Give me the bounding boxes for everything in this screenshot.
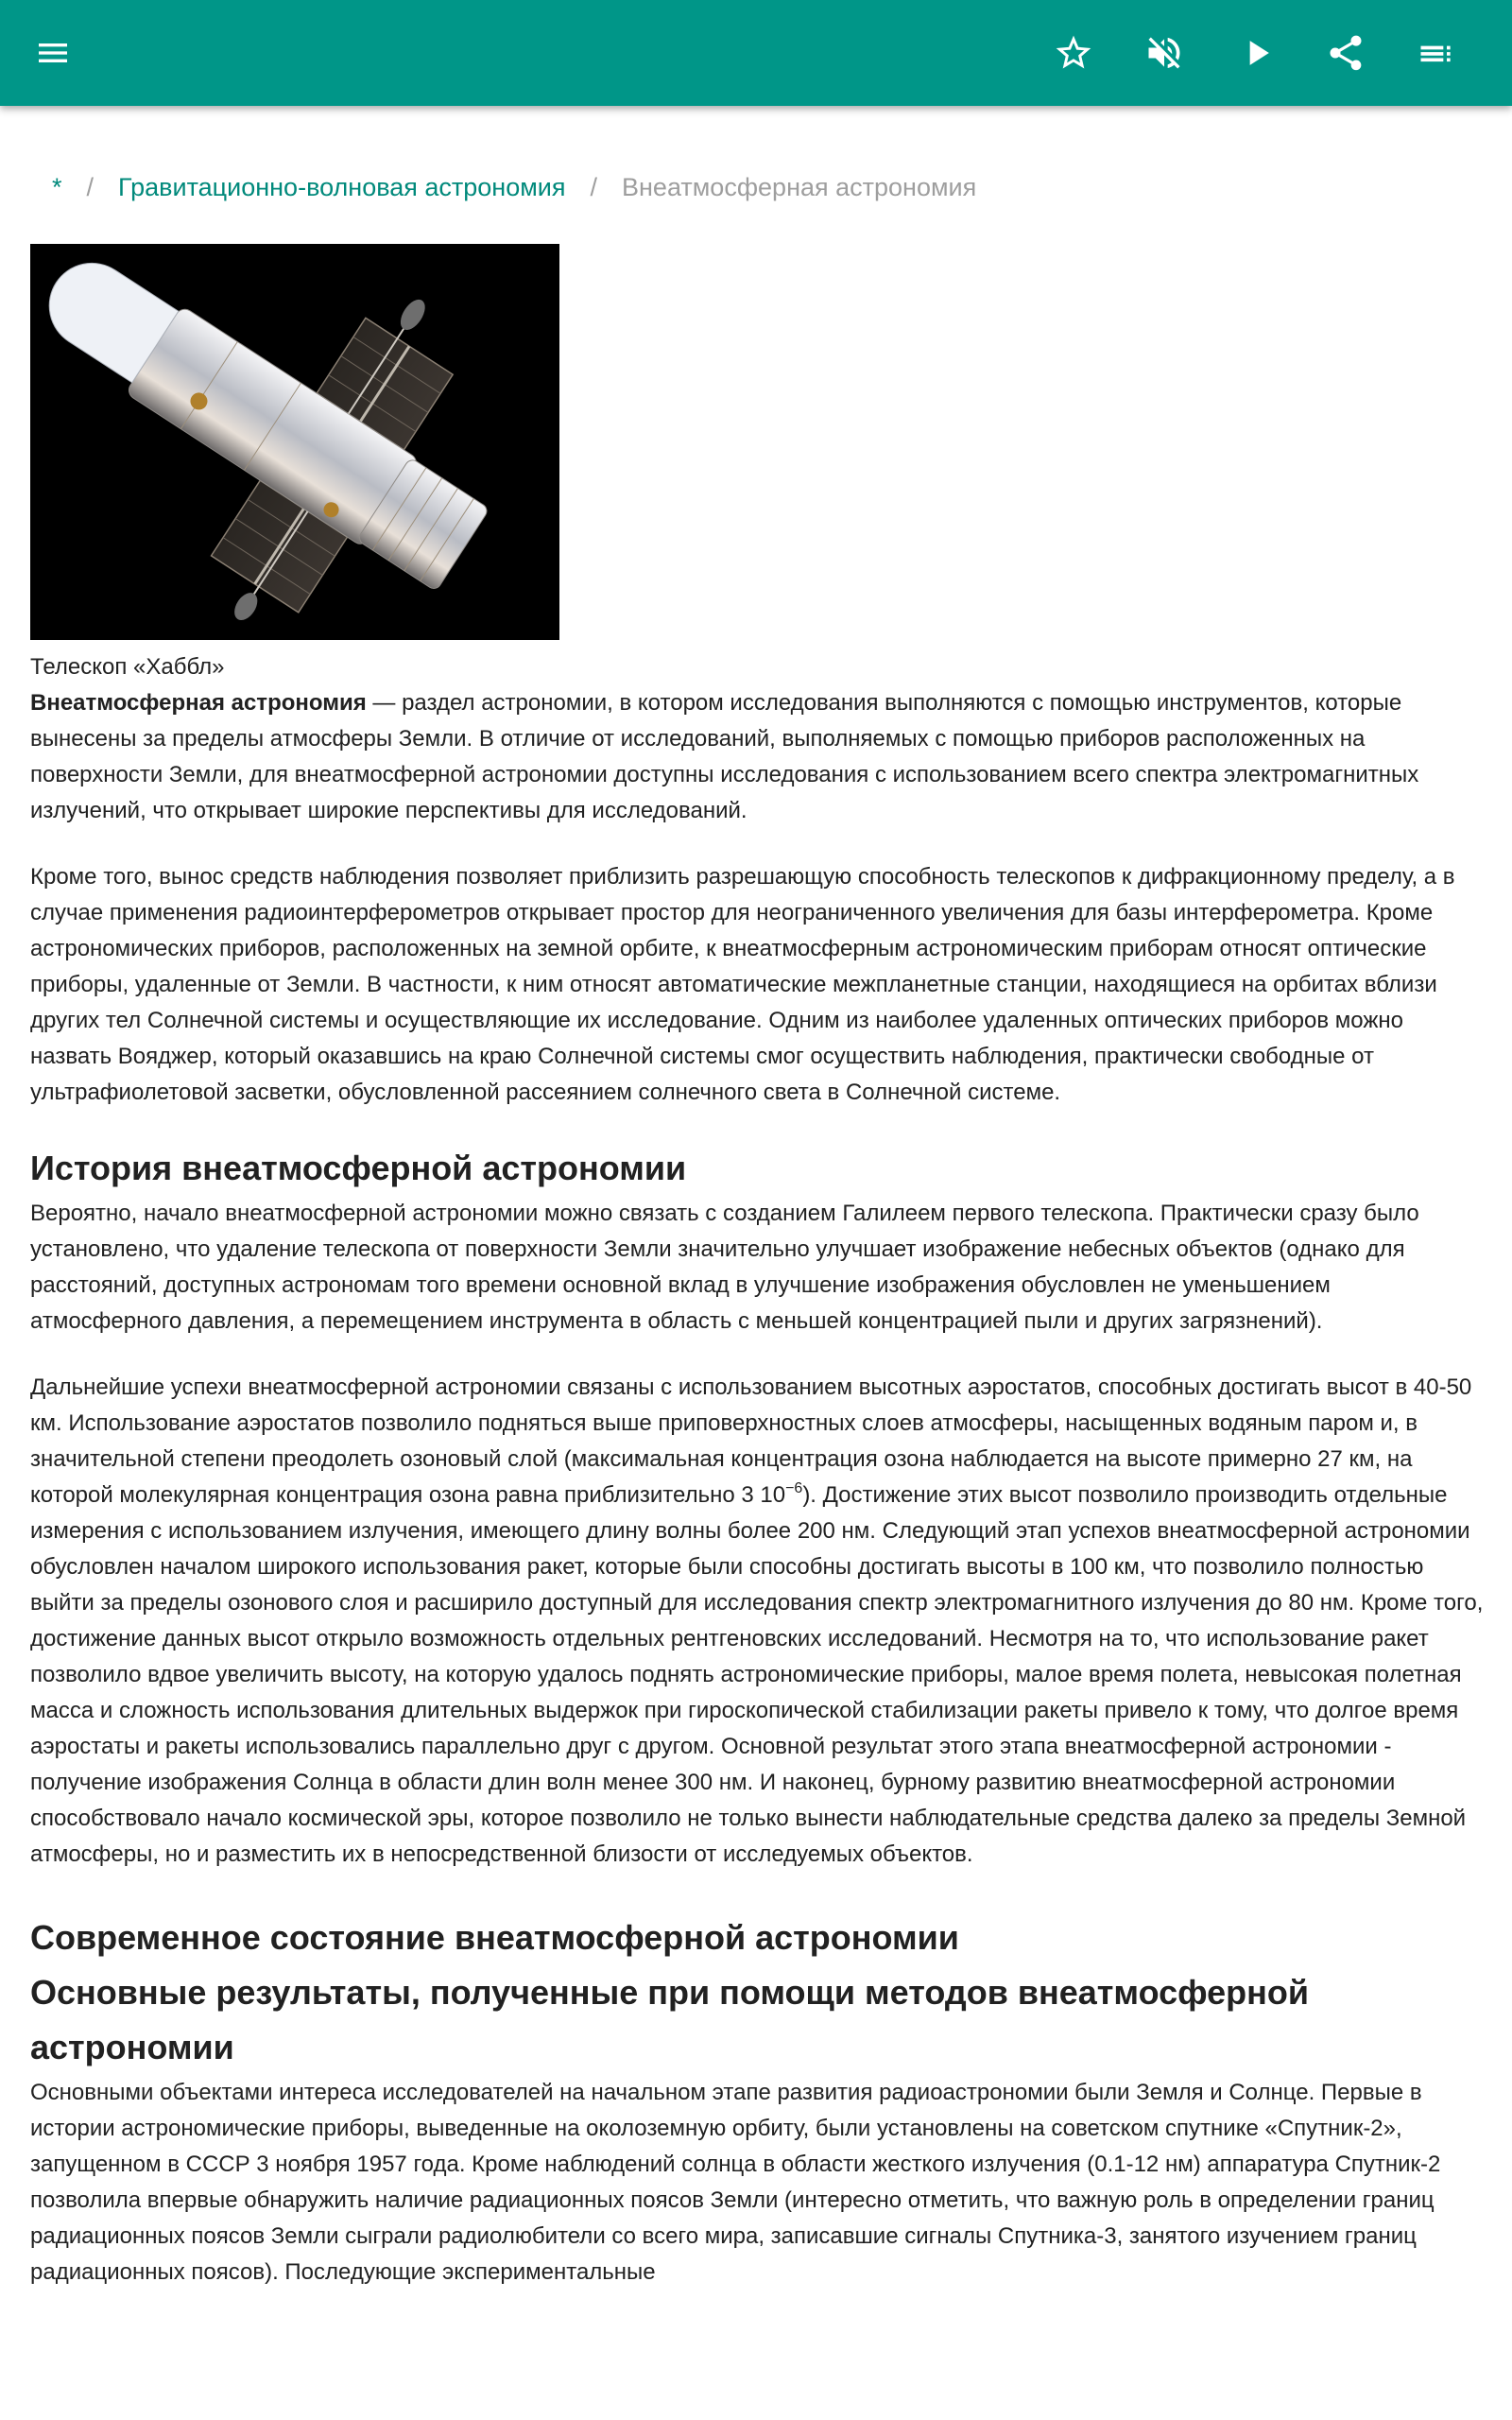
telescope-illustration <box>30 244 559 640</box>
superscript-exponent: −6 <box>785 1480 803 1496</box>
share-button[interactable] <box>1319 26 1372 79</box>
intro-paragraph <box>30 685 1486 829</box>
breadcrumb-separator: / <box>590 173 598 201</box>
paragraph: Основными объектами интереса исследователей на начальном этапе развития радиоастрономии были Земля и Солнце. Первые в истории астрономические приборы, выведенные на околоземную орбиту, были установлены на советском спутнике «Спутник-2», запущенном в СССР 3 ноября 1957 года. Кроме наблюдений солнца в области жесткого излучения (0.1-12 нм) аппаратура Спутник-2 позволила впервые обнаружить наличие радиационных поясов Земли (интересно отметить, что важную роль в определении границ радиационных поясов Земли сыграли радиолюбители со всего мира, записавшие сигналы Спутника-3, занятого изучением границ радиационных поясов). Последующие экспериментальные <box>30 2080 1441 2285</box>
breadcrumb-separator: / <box>86 173 94 201</box>
menu-button[interactable] <box>26 26 79 79</box>
image-caption: Телескоп «Хаббл» <box>30 654 225 680</box>
paragraph-text: Дальнейшие успехи внеатмосферной астрономии связаны с использованием высотных аэростатов, способных достигать высот в 40-50 км. Использование аэростатов позволило подняться выше приповерхностных слоев атмосферы, насыщенных водяным паром и, в значительной степени преодолеть озоновый слой (максимальная концентрация озона наблюдается на высоте примерно 27 км, на которой молекулярная концентрация озона равна приблизительно 3 10 <box>30 1374 1472 1508</box>
paragraph: Вероятно, начало внеатмосферной астрономии можно связать с созданием Галилеем первого телескопа. Практически сразу было установлено, что удаление телескопа от поверхности Земли значительно улучшает изображение небесных объектов (однако для расстояний, доступных астрономам того времени основной вклад в улучшение изображения обусловлен не уменьшением атмосферного давления, а перемещением инструмента в область с меньшей концентрацией пыли и других загрязнений). <box>30 1201 1419 1334</box>
section-heading-modern: Современное состояние внеатмосферной астрономии <box>30 1918 959 1957</box>
volume-off-icon <box>1143 32 1185 74</box>
intro-text: — раздел астрономии, в котором исследования выполняются с помощью инструментов, которые вынесены за пределы атмосферы Земли. В отличие от исследований, выполняемых с помощью приборов расположенных на поверхности Земли, для внеатмосферной астрономии доступны исследования с использованием всего спектра электромагнитных излучений, что открывает широкие перспективы для исследований. <box>30 690 1419 823</box>
menu-icon <box>34 34 72 72</box>
article-content <box>30 244 1486 2290</box>
section-heading-results: Основные результаты, полученные при помощи методов внеатмосферной астрономии <box>30 1973 1310 2066</box>
breadcrumb-home-link[interactable]: * <box>52 173 62 201</box>
hubble-telescope-image[interactable] <box>30 244 559 640</box>
intro-term: Внеатмосферная астрономия <box>30 690 367 716</box>
mute-button[interactable] <box>1138 26 1191 79</box>
share-icon <box>1325 32 1366 74</box>
app-bar <box>0 0 1512 106</box>
paragraph <box>30 1370 1486 1873</box>
toc-button[interactable] <box>1410 26 1463 79</box>
breadcrumb-parent-link[interactable]: Гравитационно-волновая астрономия <box>118 173 566 201</box>
section-heading-history: История внеатмосферной астрономии <box>30 1149 687 1187</box>
play-icon <box>1236 32 1278 74</box>
list-icon <box>1416 32 1457 74</box>
breadcrumb <box>52 168 976 206</box>
favorite-button[interactable] <box>1047 26 1100 79</box>
star-outline-icon <box>1053 32 1094 74</box>
paragraph-text: ). Достижение этих высот позволило производить отдельные измерения с использованием излучения, имеющего длину волны более 200 нм. Следующий этап успехов внеатмосферной астрономии обусловлен началом широкого использования ракет, которые были способны достигать высоты в 100 км, что позволило полностью выйти за пределы озонового слоя и расширило доступный для исследования спектр электромагнитного излучения до 80 нм. Кроме того, достижение данных высот открыло возможность отдельных рентгеновских исследований. Несмотря на то, что использование ракет позволило вдвое увеличить высоту, на которую удалось поднять астрономические приборы, малое время полета, невысокая полетная масса и сложность использования длительных выдержок при гироскопической стабилизации ракеты привело к тому, что долгое время аэростаты и ракеты использовались параллельно друг с другом. Основной результат этого этапа внеатмосферной астрономии - получение изображения Солнца в области длин волн менее 300 нм. И наконец, бурному развитию внеатмосферной астрономии способствовало начало космической эры, которое позволило не только вынести наблюдательные средства далеко за пределы Земной атмосферы, но и разместить их в непосредственной близости от исследуемых объектов. <box>30 1482 1484 1867</box>
play-button[interactable] <box>1230 26 1283 79</box>
paragraph: Кроме того, вынос средств наблюдения позволяет приблизить разрешающую способность телескопов к дифракционному пределу, а в случае применения радиоинтерферометров открывает простор для неограниченного увеличения для базы интерферометра. Кроме астрономических приборов, расположенных на земной орбите, к внеатмосферным астрономическим приборам относят оптические приборы, удаленные от Земли. В частности, к ним относят автоматические межпланетные станции, находящиеся на орбитах вблизи других тел Солнечной системы и осуществляющие их исследование. Одним из наиболее удаленных оптических приборов можно назвать Вояджер, который оказавшись на краю Солнечной системы смог осуществить наблюдения, практически свободные от ультрафиолетовой засветки, обусловленной рассеянием солнечного света в Солнечной системе. <box>30 864 1455 1105</box>
breadcrumb-current: Внеатмосферная астрономия <box>622 173 977 201</box>
